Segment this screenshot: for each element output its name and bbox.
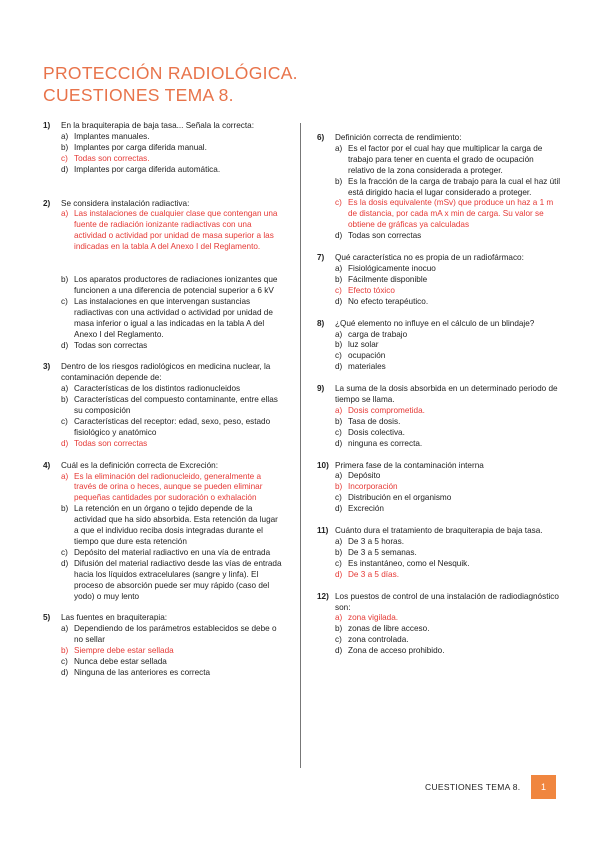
option-b: b) Los aparatos productores de radiaciones ionizantes que funcionen a una diferencia de potencial superior a 6 kV [61, 275, 278, 295]
question-stem: Los puestos de control de una instalación de radiodiagnóstico son: [335, 591, 559, 612]
question-number: 8) [317, 318, 325, 328]
option-c: c) Depósito del material radiactivo en una vía de entrada [61, 547, 271, 557]
question-9 [317, 384, 561, 449]
option-c: c) Es instantáneo, como el Nesquik. [335, 558, 470, 568]
question-number: 4) [43, 460, 51, 470]
option-b-correct: b) Siempre debe estar sellada [61, 646, 174, 656]
question-12 [317, 592, 561, 657]
option-c: c) ocupación [335, 351, 386, 361]
right-column [317, 133, 561, 657]
option-c: c) Las instalaciones en que intervengan sustancias radiactivas con una actividad o actividad por unidad de masa inferior o igual a las indicadas en la tabla A del Anexo I del Reglamento. [61, 296, 273, 339]
option-d: d) Ninguna de las anteriores es correcta [61, 667, 211, 677]
question-number: 5) [43, 613, 51, 623]
column-divider [300, 123, 301, 768]
question-number: 10) [317, 460, 329, 470]
question-stem: Primera fase de la contaminación interna [335, 460, 484, 470]
question-number: 6) [317, 133, 325, 142]
option-c: c) Dosis colectiva. [335, 427, 405, 437]
option-a: a) carga de trabajo [335, 329, 408, 339]
option-a: a) Fisiológicamente inocuo [335, 263, 436, 273]
option-a: a) Características de los distintos radionucleidos [61, 384, 241, 394]
option-c: c) Nunca debe estar sellada [61, 657, 167, 667]
question-7 [317, 253, 561, 308]
option-a: a) Es el factor por el cual hay que multiplicar la carga de trabajo para tener en cuenta el grado de ocupación relativo de la zona considerada a proteger. [335, 143, 543, 175]
option-b: b) luz solar [335, 340, 379, 350]
option-b: b) zonas de libre acceso. [335, 624, 430, 634]
question-number: 1) [43, 121, 51, 130]
option-d: d) ninguna es correcta. [335, 438, 423, 448]
question-1 [43, 121, 283, 176]
option-c: c) zona controlada. [335, 635, 409, 645]
option-c-correct: c) Efecto tóxico [335, 285, 395, 295]
question-number: 11) [317, 526, 329, 536]
option-b: b) Es la fracción de la carga de trabajo para la cual el haz útil está dirigido hacia el lugar considerado a proteger. [335, 176, 561, 197]
question-8 [317, 319, 561, 374]
question-11 [317, 526, 561, 581]
question-2 [43, 199, 283, 352]
question-stem: Se considera instalación radiactiva: [61, 198, 190, 208]
question-stem: En la braquiterapia de baja tasa... Señala la correcta: [61, 121, 254, 130]
option-d: d) Difusión del material radiactivo desde las vías de entrada hacia los líquidos extracelulares (sangre y linfa). El proceso de absorción puede ser muy rápido (caso del yodo) o muy lento [61, 558, 282, 601]
option-d: d) materiales [335, 362, 386, 372]
question-stem: Definición correcta de rendimiento: [335, 133, 462, 142]
option-d: d) Zona de acceso prohibido. [335, 646, 445, 656]
option-a: a) Implantes manuales. [61, 131, 150, 141]
question-10 [317, 461, 561, 516]
page-number: 1 [531, 775, 556, 799]
question-stem: ¿Qué elemento no influye en el cálculo de un blindaje? [335, 318, 535, 328]
option-d: d) Todas son correctas [61, 340, 148, 350]
option-b: b) De 3 a 5 semanas. [335, 547, 417, 557]
question-stem: Qué característica no es propia de un radiofármaco: [335, 253, 524, 263]
option-c-correct: c) Todas son correctas. [61, 153, 150, 163]
question-stem: Las fuentes en braquiterapia: [61, 613, 168, 623]
question-6 [317, 133, 561, 242]
option-b: b) Tasa de dosis. [335, 416, 401, 426]
option-d: d) Todas son correctas [335, 231, 422, 241]
option-d: d) No efecto terapéutico. [335, 296, 429, 306]
question-number: 2) [43, 198, 51, 208]
option-a-correct: a) Dosis comprometida. [335, 405, 425, 415]
option-a: a) De 3 a 5 horas. [335, 537, 404, 546]
question-5 [43, 613, 283, 678]
option-b: b) Implantes por carga diferida manual. [61, 142, 207, 152]
option-b-correct: b) Incorporación [335, 482, 398, 492]
option-a: a) Dependiendo de los parámetros establecidos se debe o no sellar [61, 624, 277, 645]
title-line-2: CUESTIONES TEMA 8. [43, 85, 234, 105]
option-d-correct: d) Todas son correctas [61, 438, 148, 448]
option-c-correct: c) Es la dosis equivalente (mSv) que produce un haz a 1 m de distancia, por cada mA x min de carga. Su valor se obtiene de gráficas ya calculadas [335, 198, 554, 230]
left-column [43, 121, 283, 679]
option-b: b) Características del compuesto contaminante, entre ellas su composición [61, 395, 278, 416]
question-stem: Dentro de los riesgos radiológicos en medicina nuclear, la contaminación depende de: [61, 362, 271, 383]
option-a-correct: a) Las instalaciones de cualquier clase que contengan una fuente de radiación ionizante radiactivas con una actividad o actividad por unidad de masa superior a las indicadas en la tabla A del Anexo I del Reglamento. [61, 209, 278, 252]
option-c: c) Características del receptor: edad, sexo, peso, estado fisiológico y anatómico [61, 416, 271, 437]
question-number: 3) [43, 362, 51, 372]
question-number: 9) [317, 384, 325, 394]
question-stem: Cuánto dura el tratamiento de braquiterapia de baja tasa. [335, 526, 543, 536]
option-a-correct: a) zona vigilada. [335, 613, 399, 623]
question-3 [43, 362, 283, 449]
option-b: b) La retención en un órgano o tejido depende de la actividad que ha sido absorbida. Esta retención da lugar a que el individuo reciba dosis integradas durante el tiempo que dure esta retención [61, 504, 278, 546]
option-a-correct: a) Es la eliminación del radionucleido, generalmente a través de orina o heces, aunque se pueden eliminar pequeñas cantidades por sudoración o exhalación [61, 471, 263, 503]
option-d: d) Implantes por carga diferida automática. [61, 164, 221, 174]
question-stem: La suma de la dosis absorbida en un determinado periodo de tiempo se llama. [335, 384, 558, 405]
question-number: 12) [317, 591, 329, 601]
footer-label: CUESTIONES TEMA 8. [425, 782, 521, 792]
title-line-1: PROTECCIÓN RADIOLÓGICA. [43, 63, 298, 83]
question-number: 7) [317, 253, 325, 263]
option-b: b) Fácilmente disponible [335, 274, 428, 284]
option-a: a) Depósito [335, 471, 381, 481]
question-stem: Cuál es la definición correcta de Excreción: [61, 460, 219, 470]
option-d: d) Excreción [335, 504, 384, 514]
option-d-correct: d) De 3 a 5 días. [335, 569, 399, 579]
question-4 [43, 461, 283, 603]
page-title [43, 62, 298, 106]
option-c: c) Distribución en el organismo [335, 493, 452, 503]
